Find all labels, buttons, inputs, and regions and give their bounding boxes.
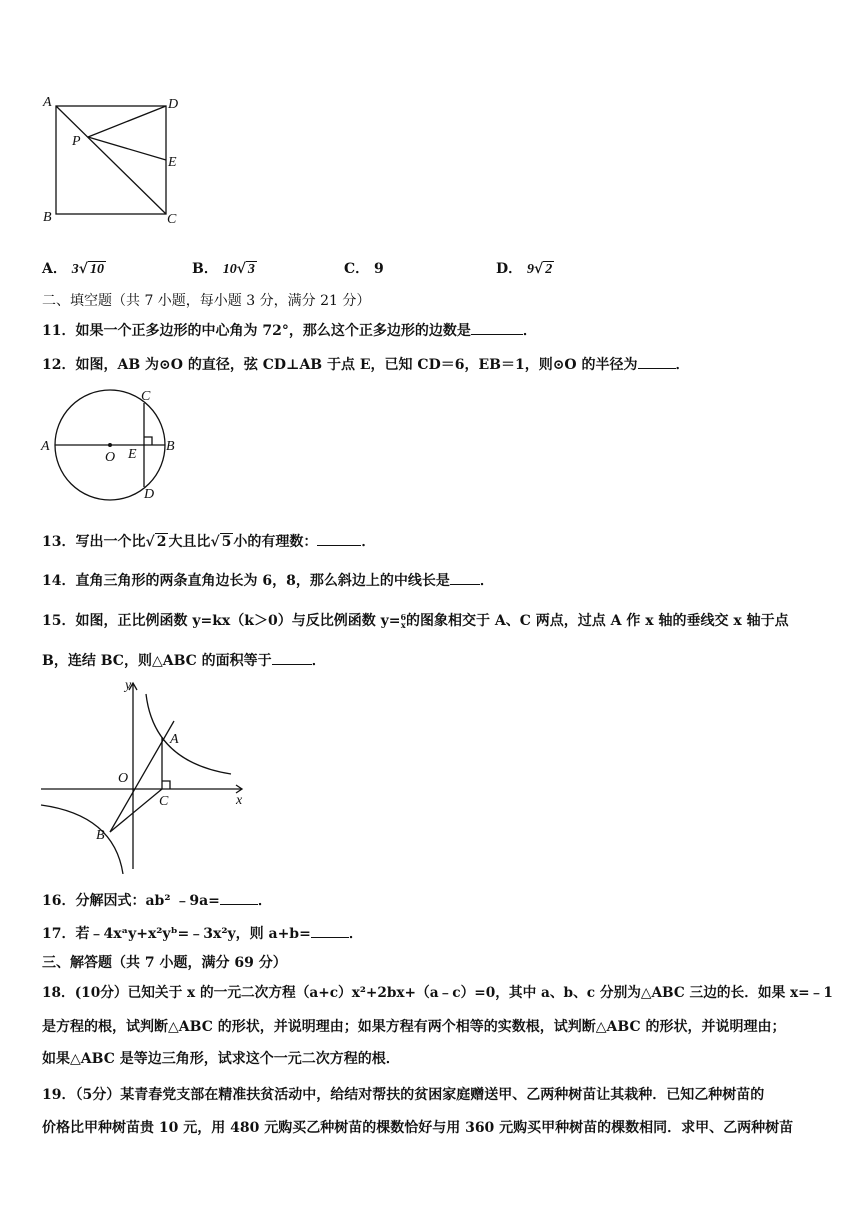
question-13: 13．写出一个比√ 2 大且比√ 5 小的有理数： ． [42, 534, 376, 550]
square-figure [36, 92, 186, 227]
question-16: 16．分解因式：ab² ﹣9a= ． [42, 893, 272, 909]
option-c: C． 9 [344, 261, 384, 277]
question-14: 14．直角三角形的两条直角边长为 6，8，那么斜边上的中线长是 ． [42, 573, 494, 589]
question-19-line1: 19．（5分）某青春党支部在精准扶贫活动中，给结对帮扶的贫困家庭赠送甲、乙两种树苗让其栽种．已知乙种树苗的 [42, 1087, 765, 1103]
label-C: C [159, 794, 169, 809]
question-19-line2: 价格比甲种树苗贵 10 元，用 480 元购买乙种树苗的棵数恰好与用 360 元购买甲种树苗的棵数相同．求甲、乙两种树苗 [42, 1120, 794, 1136]
label-O: O [118, 771, 129, 786]
question-12: 12．如图，AB 为⊙O 的直径，弦 CD⊥AB 于点 E，已知 CD＝6，EB＝1，则⊙O 的半径为 ． [42, 357, 690, 373]
section-3-title: 三、解答题（共 7 小题，满分 69 分） [42, 955, 287, 971]
question-18-line1: 18．(10分）已知关于 x 的一元二次方程（a+c）x²+2bx+（a﹣c）=0，其中 a、b、c 分别为△ABC 三边的长．如果 x=﹣1 [42, 985, 833, 1001]
option-d: D． 9√ 2 [496, 261, 553, 277]
label-A: A [170, 732, 179, 747]
question-17: 17．若﹣4xᵃy+x²yᵇ=﹣3x²y，则 a+b= ． [42, 926, 363, 942]
label-x: x [236, 793, 243, 808]
label-C: C [167, 212, 177, 227]
section-2-title: 二、填空题（共 7 小题，每小题 3 分，满分 21 分） [42, 293, 371, 309]
function-graph [36, 674, 256, 874]
label-D: D [168, 97, 179, 112]
label-B: B [43, 210, 52, 225]
label-B: B [166, 439, 175, 454]
label-B: B [96, 828, 105, 843]
label-D: D [144, 487, 155, 502]
question-11: 11．如果一个正多边形的中心角为 72°，那么这个正多边形的边数是 ． [42, 323, 537, 339]
option-a: A． 3√ 10 [42, 261, 104, 277]
label-E: E [128, 447, 137, 462]
question-18-line2: 是方程的根，试判断△ABC 的形状，并说明理由；如果方程有两个相等的实数根，试判断△ABC 的形状，并说明理由； [42, 1019, 786, 1035]
label-E: E [168, 155, 177, 170]
label-y: y [125, 678, 132, 693]
label-A: A [41, 439, 50, 454]
question-18-line3: 如果△ABC 是等边三角形，试求这个一元二次方程的根． [42, 1051, 400, 1067]
question-15-line2: B，连结 BC，则△ABC 的面积等于 ． [42, 653, 326, 669]
question-15: 15．如图，正比例函数 y=kx（k＞0）与反比例函数 y=6 x的图象相交于 A、C 两点，过点 A 作 x 轴的垂线交 x 轴于点 [42, 612, 789, 630]
label-O: O [105, 450, 116, 465]
label-C: C [141, 389, 151, 404]
label-A: A [43, 95, 52, 110]
option-b: B． 10√ 3 [192, 261, 255, 277]
label-P: P [72, 134, 81, 149]
circle-figure [36, 384, 186, 506]
